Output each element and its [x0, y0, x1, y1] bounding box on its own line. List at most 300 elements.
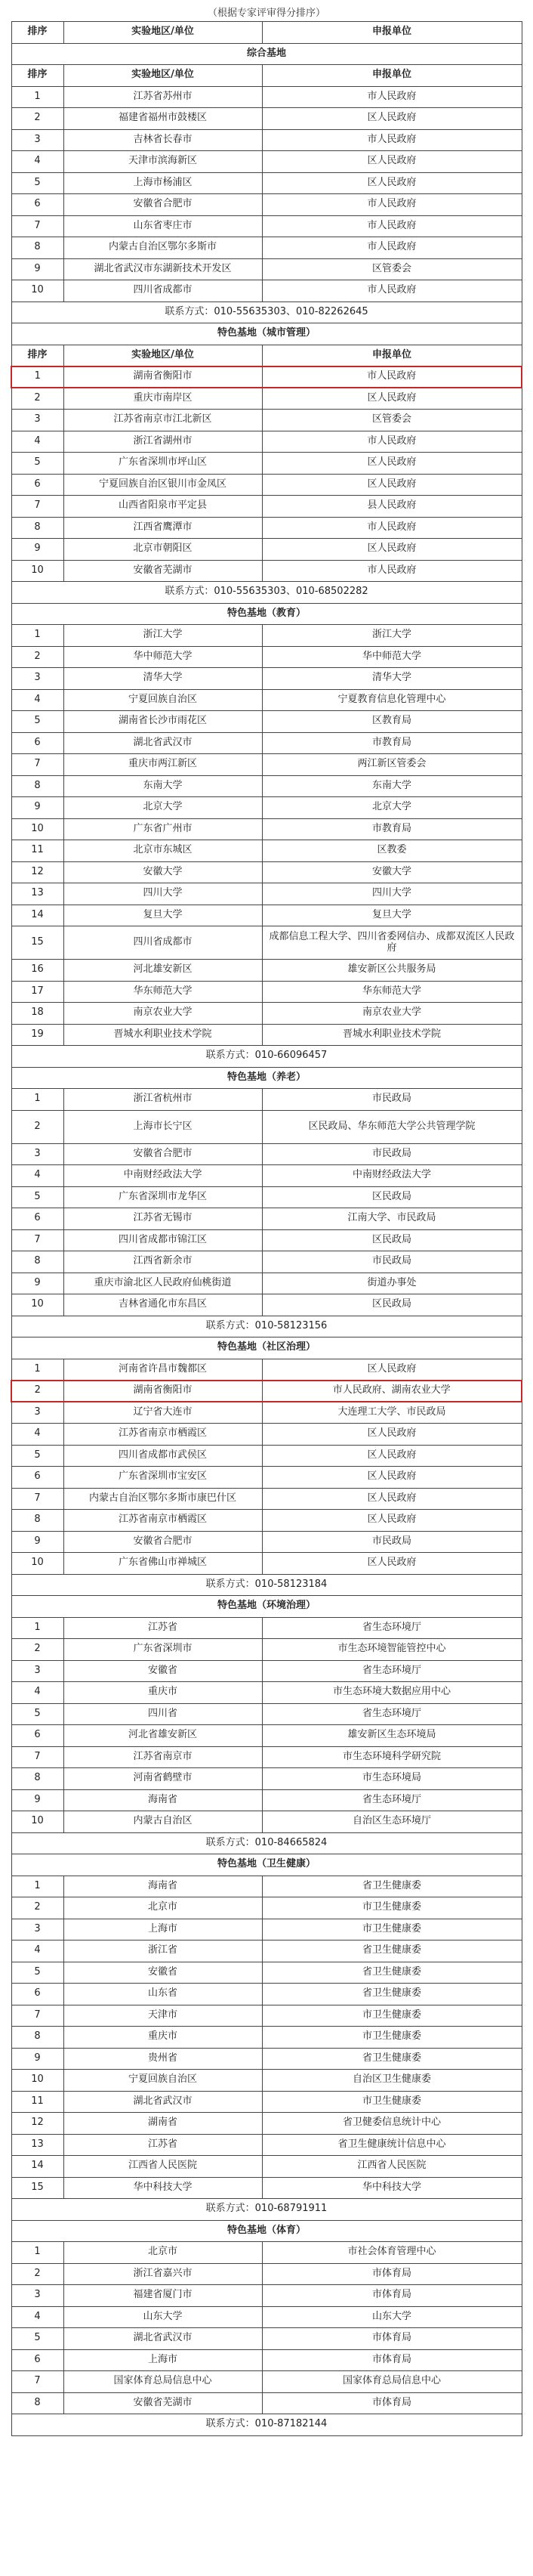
applicant-cell: 国家体育总局信息中心 — [262, 2371, 522, 2393]
table-row — [11, 258, 522, 280]
table-row — [11, 1725, 522, 1747]
area-cell: 江苏省苏州市 — [63, 86, 262, 108]
rank-cell: 3 — [11, 1402, 63, 1424]
rank-cell: 2 — [11, 646, 63, 668]
table-row — [11, 517, 522, 539]
rank-cell: 8 — [11, 1510, 63, 1532]
table-row — [11, 2371, 522, 2393]
rank-cell: 9 — [11, 1789, 63, 1811]
table-row — [11, 2027, 522, 2049]
applicant-cell: 省卫生健康委 — [262, 1876, 522, 1897]
rank-cell: 3 — [11, 1143, 63, 1165]
applicant-cell: 两江新区管委会 — [262, 754, 522, 776]
applicant-cell: 市生态环境局 — [262, 1768, 522, 1790]
table-row — [11, 797, 522, 819]
applicant-cell: 区人民政府 — [262, 1510, 522, 1532]
header-applicant: 申报单位 — [262, 345, 522, 366]
rank-cell: 9 — [11, 797, 63, 819]
rank-cell: 3 — [11, 129, 63, 151]
table-row — [11, 215, 522, 237]
rank-cell: 3 — [11, 1660, 63, 1682]
rank-cell: 2 — [11, 1639, 63, 1661]
table-row — [11, 2005, 522, 2027]
table-row — [11, 1984, 522, 2005]
rank-cell: 11 — [11, 2091, 63, 2113]
rank-cell: 10 — [11, 1553, 63, 1575]
area-cell: 上海市长宁区 — [63, 1110, 262, 1143]
table-row — [11, 1024, 522, 1046]
applicant-cell: 市人民政府 — [262, 366, 522, 388]
area-cell: 宁夏回族自治区 — [63, 2070, 262, 2092]
rank-cell: 5 — [11, 1962, 63, 1984]
area-cell: 广东省深圳市坪山区 — [63, 453, 262, 475]
rank-cell: 6 — [11, 732, 63, 754]
table-row — [11, 172, 522, 194]
table-row — [11, 2048, 522, 2070]
area-cell: 安徽省芜湖市 — [63, 2392, 262, 2414]
table-row — [11, 1208, 522, 1230]
rank-cell: 7 — [11, 2371, 63, 2393]
rank-cell: 14 — [11, 2156, 63, 2178]
highlighted-row — [11, 366, 522, 388]
area-cell: 安徽省合肥市 — [63, 1143, 262, 1165]
rank-cell: 10 — [11, 1294, 63, 1316]
rank-cell: 10 — [11, 1811, 63, 1833]
area-cell: 华中科技大学 — [63, 2177, 262, 2199]
applicant-cell: 自治区卫生健康委 — [262, 2070, 522, 2092]
area-cell: 广东省广州市 — [63, 818, 262, 840]
table-row — [11, 1703, 522, 1725]
applicant-cell: 市人民政府、湖南农业大学 — [262, 1381, 522, 1402]
rank-cell: 1 — [11, 625, 63, 647]
contact-row — [11, 1316, 522, 1337]
applicant-cell: 区民政局 — [262, 1229, 522, 1251]
table-row — [11, 237, 522, 259]
table-row — [11, 1876, 522, 1897]
rank-cell: 2 — [11, 1897, 63, 1919]
rank-cell: 8 — [11, 1251, 63, 1273]
contact-row — [11, 1832, 522, 1854]
area-cell: 山东大学 — [63, 2306, 262, 2328]
applicant-cell: 市人民政府 — [262, 194, 522, 216]
area-cell: 吉林省长春市 — [63, 129, 262, 151]
area-cell: 安徽省合肥市 — [63, 1531, 262, 1553]
contact-info: 联系方式：010-87182144 — [11, 2414, 522, 2436]
rank-cell: 5 — [11, 1703, 63, 1725]
applicant-cell: 市生态环境科学研究院 — [262, 1746, 522, 1768]
table-row — [11, 646, 522, 668]
area-cell: 北京市东城区 — [63, 840, 262, 862]
applicant-cell: 市社会体育管理中心 — [262, 2242, 522, 2264]
table-row — [11, 1143, 522, 1165]
table-row — [11, 689, 522, 711]
area-cell: 北京市朝阳区 — [63, 539, 262, 561]
applicant-cell: 市人民政府 — [262, 280, 522, 302]
rank-cell: 3 — [11, 668, 63, 690]
area-cell: 江苏省 — [63, 1617, 262, 1639]
applicant-cell: 区教育局 — [262, 711, 522, 733]
table-row — [11, 151, 522, 173]
area-cell: 河北省雄安新区 — [63, 1725, 262, 1747]
table-row — [11, 1488, 522, 1510]
header-area: 实验地区/单位 — [63, 65, 262, 87]
header-rank: 排序 — [11, 22, 63, 44]
table-row — [11, 1531, 522, 1553]
table-row — [11, 732, 522, 754]
section-title: 特色基地（体育） — [11, 2220, 522, 2242]
applicant-cell: 北京大学 — [262, 797, 522, 819]
table-row — [11, 1089, 522, 1111]
rank-cell: 12 — [11, 861, 63, 883]
applicant-cell: 市生态环境大数据应用中心 — [262, 1682, 522, 1704]
rank-cell: 2 — [11, 2263, 63, 2285]
applicant-cell: 市人民政府 — [262, 86, 522, 108]
base-list-table — [11, 21, 522, 2436]
table-row — [11, 129, 522, 151]
applicant-cell: 区人民政府 — [262, 539, 522, 561]
area-cell: 北京大学 — [63, 797, 262, 819]
area-cell: 江西省新余市 — [63, 1251, 262, 1273]
rank-cell: 5 — [11, 2328, 63, 2350]
rank-cell: 2 — [11, 388, 63, 410]
applicant-cell: 宁夏教育信息化管理中心 — [262, 689, 522, 711]
table-row — [11, 1553, 522, 1575]
applicant-cell: 省生态环境厅 — [262, 1617, 522, 1639]
rank-cell: 5 — [11, 1186, 63, 1208]
table-row — [11, 754, 522, 776]
area-cell: 重庆市两江新区 — [63, 754, 262, 776]
applicant-cell: 街道办事处 — [262, 1273, 522, 1294]
rank-cell: 1 — [11, 2242, 63, 2264]
table-row — [11, 474, 522, 496]
rank-cell: 10 — [11, 818, 63, 840]
applicant-cell: 大连理工大学、市民政局 — [262, 1402, 522, 1424]
applicant-cell: 华东师范大学 — [262, 981, 522, 1003]
applicant-cell: 区人民政府 — [262, 1553, 522, 1575]
header-applicant: 申报单位 — [262, 22, 522, 44]
contact-info: 联系方式：010-58123156 — [11, 1316, 522, 1337]
table-row — [11, 1919, 522, 1941]
area-cell: 四川省成都市锦江区 — [63, 1229, 262, 1251]
table-row — [11, 2306, 522, 2328]
applicant-cell: 区人民政府 — [262, 1424, 522, 1446]
applicant-cell: 省卫生健康统计信息中心 — [262, 2134, 522, 2156]
table-row — [11, 2134, 522, 2156]
applicant-cell: 复旦大学 — [262, 905, 522, 926]
table-row — [11, 1186, 522, 1208]
area-cell: 内蒙古自治区鄂尔多斯市 — [63, 237, 262, 259]
table-row — [11, 2328, 522, 2350]
area-cell: 江苏省 — [63, 2134, 262, 2156]
applicant-cell: 区教委 — [262, 840, 522, 862]
rank-cell: 9 — [11, 2048, 63, 2070]
area-cell: 四川省 — [63, 1703, 262, 1725]
applicant-cell: 华中科技大学 — [262, 2177, 522, 2199]
contact-info: 联系方式：010-66096457 — [11, 1046, 522, 1068]
rank-cell: 4 — [11, 1941, 63, 1962]
table-row — [11, 2392, 522, 2414]
area-cell: 浙江省杭州市 — [63, 1089, 262, 1111]
applicant-cell: 区民政局 — [262, 1186, 522, 1208]
area-cell: 重庆市 — [63, 2027, 262, 2049]
rank-cell: 9 — [11, 1273, 63, 1294]
rank-cell: 7 — [11, 496, 63, 518]
area-cell: 湖南省长沙市雨花区 — [63, 711, 262, 733]
area-cell: 上海市 — [63, 2349, 262, 2371]
applicant-cell: 成都信息工程大学、四川省委网信办、成都双流区人民政府 — [262, 926, 522, 960]
area-cell: 浙江省嘉兴市 — [63, 2263, 262, 2285]
contact-row — [11, 1046, 522, 1068]
applicant-cell: 省生态环境厅 — [262, 1660, 522, 1682]
table-row — [11, 2285, 522, 2307]
contact-row — [11, 302, 522, 323]
rank-cell: 4 — [11, 431, 63, 453]
area-cell: 清华大学 — [63, 668, 262, 690]
rank-cell: 6 — [11, 2349, 63, 2371]
area-cell: 贵州省 — [63, 2048, 262, 2070]
rank-cell: 19 — [11, 1024, 63, 1046]
table-row — [11, 2349, 522, 2371]
section-title: 特色基地（社区治理） — [11, 1337, 522, 1359]
applicant-cell: 市卫生健康委 — [262, 1897, 522, 1919]
area-cell: 内蒙古自治区鄂尔多斯市康巴什区 — [63, 1488, 262, 1510]
area-cell: 晋城水利职业技术学院 — [63, 1024, 262, 1046]
table-row — [11, 1962, 522, 1984]
table-row — [11, 1789, 522, 1811]
applicant-cell: 市体育局 — [262, 2349, 522, 2371]
applicant-cell: 江南大学、市民政局 — [262, 1208, 522, 1230]
area-cell: 中南财经政法大学 — [63, 1165, 262, 1187]
area-cell: 北京市 — [63, 2242, 262, 2264]
area-cell: 江西省人民医院 — [63, 2156, 262, 2178]
applicant-cell: 市卫生健康委 — [262, 2005, 522, 2027]
applicant-cell: 市卫生健康委 — [262, 1919, 522, 1941]
area-cell: 江苏省南京市栖霞区 — [63, 1510, 262, 1532]
table-row — [11, 861, 522, 883]
table-row — [11, 1273, 522, 1294]
applicant-cell: 市人民政府 — [262, 215, 522, 237]
rank-cell: 12 — [11, 2113, 63, 2135]
table-row — [11, 1746, 522, 1768]
area-cell: 河北雄安新区 — [63, 960, 262, 982]
rank-cell: 6 — [11, 1725, 63, 1747]
table-row — [11, 2242, 522, 2264]
applicant-cell: 区民政局、华东师范大学公共管理学院 — [262, 1110, 522, 1143]
table-row — [11, 1941, 522, 1962]
applicant-cell: 省卫生健康委 — [262, 1962, 522, 1984]
rank-cell: 1 — [11, 1359, 63, 1381]
table-row — [11, 539, 522, 561]
area-cell: 山东省枣庄市 — [63, 215, 262, 237]
rank-cell: 1 — [11, 1617, 63, 1639]
rank-cell: 1 — [11, 366, 63, 388]
applicant-cell: 区民政局 — [262, 1294, 522, 1316]
area-cell: 重庆市 — [63, 1682, 262, 1704]
applicant-cell: 区管委会 — [262, 258, 522, 280]
applicant-cell: 江西省人民医院 — [262, 2156, 522, 2178]
table-row — [11, 431, 522, 453]
table-row — [11, 410, 522, 431]
rank-cell: 3 — [11, 1919, 63, 1941]
rank-cell: 2 — [11, 108, 63, 130]
table-row — [11, 2091, 522, 2113]
contact-info: 联系方式：010-68791911 — [11, 2199, 522, 2221]
table-row — [11, 711, 522, 733]
area-cell: 复旦大学 — [63, 905, 262, 926]
applicant-cell: 市人民政府 — [262, 237, 522, 259]
applicant-cell: 浙江大学 — [262, 625, 522, 647]
rank-cell: 8 — [11, 2027, 63, 2049]
section-title: 特色基地（教育） — [11, 603, 522, 625]
table-row — [11, 560, 522, 582]
area-cell: 安徽省 — [63, 1962, 262, 1984]
rank-cell: 15 — [11, 926, 63, 960]
table-row — [11, 1110, 522, 1143]
table-row — [11, 280, 522, 302]
area-cell: 湖南省衡阳市 — [63, 366, 262, 388]
rank-cell: 7 — [11, 1488, 63, 1510]
table-row — [11, 926, 522, 960]
rank-cell: 13 — [11, 2134, 63, 2156]
applicant-cell: 市人民政府 — [262, 560, 522, 582]
area-cell: 东南大学 — [63, 775, 262, 797]
applicant-cell: 省卫生健康委 — [262, 1984, 522, 2005]
applicant-cell: 区人民政府 — [262, 151, 522, 173]
applicant-cell: 区人民政府 — [262, 388, 522, 410]
rank-cell: 6 — [11, 1208, 63, 1230]
table-row — [11, 1294, 522, 1316]
highlighted-row — [11, 1381, 522, 1402]
table-row — [11, 2177, 522, 2199]
area-cell: 江苏省南京市栖霞区 — [63, 1424, 262, 1446]
applicant-cell: 区管委会 — [262, 410, 522, 431]
applicant-cell: 省卫生健康委 — [262, 2048, 522, 2070]
area-cell: 重庆市南岸区 — [63, 388, 262, 410]
area-cell: 国家体育总局信息中心 — [63, 2371, 262, 2393]
applicant-cell: 市人民政府 — [262, 431, 522, 453]
table-row — [11, 1424, 522, 1446]
section-title-row — [11, 1337, 522, 1359]
applicant-cell: 区人民政府 — [262, 1359, 522, 1381]
table-row — [11, 1617, 522, 1639]
rank-cell: 8 — [11, 775, 63, 797]
applicant-cell: 市民政局 — [262, 1251, 522, 1273]
area-cell: 四川大学 — [63, 883, 262, 905]
area-cell: 四川省成都市武侯区 — [63, 1445, 262, 1467]
rank-cell: 7 — [11, 1229, 63, 1251]
rank-cell: 10 — [11, 280, 63, 302]
table-row — [11, 1639, 522, 1661]
rank-cell: 4 — [11, 1682, 63, 1704]
applicant-cell: 县人民政府 — [262, 496, 522, 518]
area-cell: 浙江大学 — [63, 625, 262, 647]
table-row — [11, 2070, 522, 2092]
section-title-row — [11, 43, 522, 65]
rank-cell: 9 — [11, 258, 63, 280]
applicant-cell: 区人民政府 — [262, 1488, 522, 1510]
contact-row — [11, 2414, 522, 2436]
table-row — [11, 840, 522, 862]
applicant-cell: 省卫健委信息统计中心 — [262, 2113, 522, 2135]
table-row — [11, 1897, 522, 1919]
area-cell: 安徽省 — [63, 1660, 262, 1682]
section-title-row — [11, 1596, 522, 1618]
rank-cell: 7 — [11, 754, 63, 776]
applicant-cell: 市生态环境智能管控中心 — [262, 1639, 522, 1661]
applicant-cell: 市教育局 — [262, 818, 522, 840]
area-cell: 四川省成都市 — [63, 926, 262, 960]
table-row — [11, 1510, 522, 1532]
area-cell: 福建省厦门市 — [63, 2285, 262, 2307]
area-cell: 上海市 — [63, 1919, 262, 1941]
applicant-cell: 市体育局 — [262, 2285, 522, 2307]
area-cell: 辽宁省大连市 — [63, 1402, 262, 1424]
header-rank: 排序 — [11, 65, 63, 87]
table-header-row — [11, 22, 522, 44]
rank-cell: 9 — [11, 1531, 63, 1553]
rank-cell: 16 — [11, 960, 63, 982]
table-row — [11, 1682, 522, 1704]
area-cell: 河南省鹤壁市 — [63, 1768, 262, 1790]
applicant-cell: 山东大学 — [262, 2306, 522, 2328]
rank-cell: 15 — [11, 2177, 63, 2199]
table-row — [11, 1768, 522, 1790]
applicant-cell: 市民政局 — [262, 1143, 522, 1165]
contact-row — [11, 582, 522, 604]
header-area: 实验地区/单位 — [63, 345, 262, 366]
applicant-cell: 区人民政府 — [262, 453, 522, 475]
table-row — [11, 2156, 522, 2178]
area-cell: 海南省 — [63, 1789, 262, 1811]
applicant-cell: 中南财经政法大学 — [262, 1165, 522, 1187]
header-area: 实验地区/单位 — [63, 22, 262, 44]
table-row — [11, 1003, 522, 1025]
section-title: 特色基地（环境治理） — [11, 1596, 522, 1618]
contact-info: 联系方式：010-58123184 — [11, 1574, 522, 1596]
rank-cell: 8 — [11, 517, 63, 539]
table-row — [11, 1165, 522, 1187]
area-cell: 重庆市渝北区人民政府仙桃街道 — [63, 1273, 262, 1294]
table-row — [11, 1467, 522, 1489]
area-cell: 山东省 — [63, 1984, 262, 2005]
area-cell: 安徽省芜湖市 — [63, 560, 262, 582]
area-cell: 广东省深圳市 — [63, 1639, 262, 1661]
applicant-cell: 自治区生态环境厅 — [262, 1811, 522, 1833]
area-cell: 宁夏回族自治区 — [63, 689, 262, 711]
area-cell: 江苏省南京市 — [63, 1746, 262, 1768]
table-row — [11, 668, 522, 690]
applicant-cell: 区人民政府 — [262, 108, 522, 130]
applicant-cell: 市体育局 — [262, 2392, 522, 2414]
table-row — [11, 1811, 522, 1833]
rank-cell: 6 — [11, 194, 63, 216]
area-cell: 上海市杨浦区 — [63, 172, 262, 194]
applicant-cell: 省生态环境厅 — [262, 1703, 522, 1725]
rank-cell: 5 — [11, 172, 63, 194]
area-cell: 天津市 — [63, 2005, 262, 2027]
area-cell: 湖北省武汉市 — [63, 2328, 262, 2350]
contact-info: 联系方式：010-55635303、010-68502282 — [11, 582, 522, 604]
applicant-cell: 东南大学 — [262, 775, 522, 797]
area-cell: 四川省成都市 — [63, 280, 262, 302]
rank-cell: 8 — [11, 2392, 63, 2414]
contact-info: 联系方式：010-55635303、010-82262645 — [11, 302, 522, 323]
table-row — [11, 960, 522, 982]
table-row — [11, 1445, 522, 1467]
applicant-cell: 市体育局 — [262, 2263, 522, 2285]
area-cell: 南京农业大学 — [63, 1003, 262, 1025]
applicant-cell: 区人民政府 — [262, 172, 522, 194]
